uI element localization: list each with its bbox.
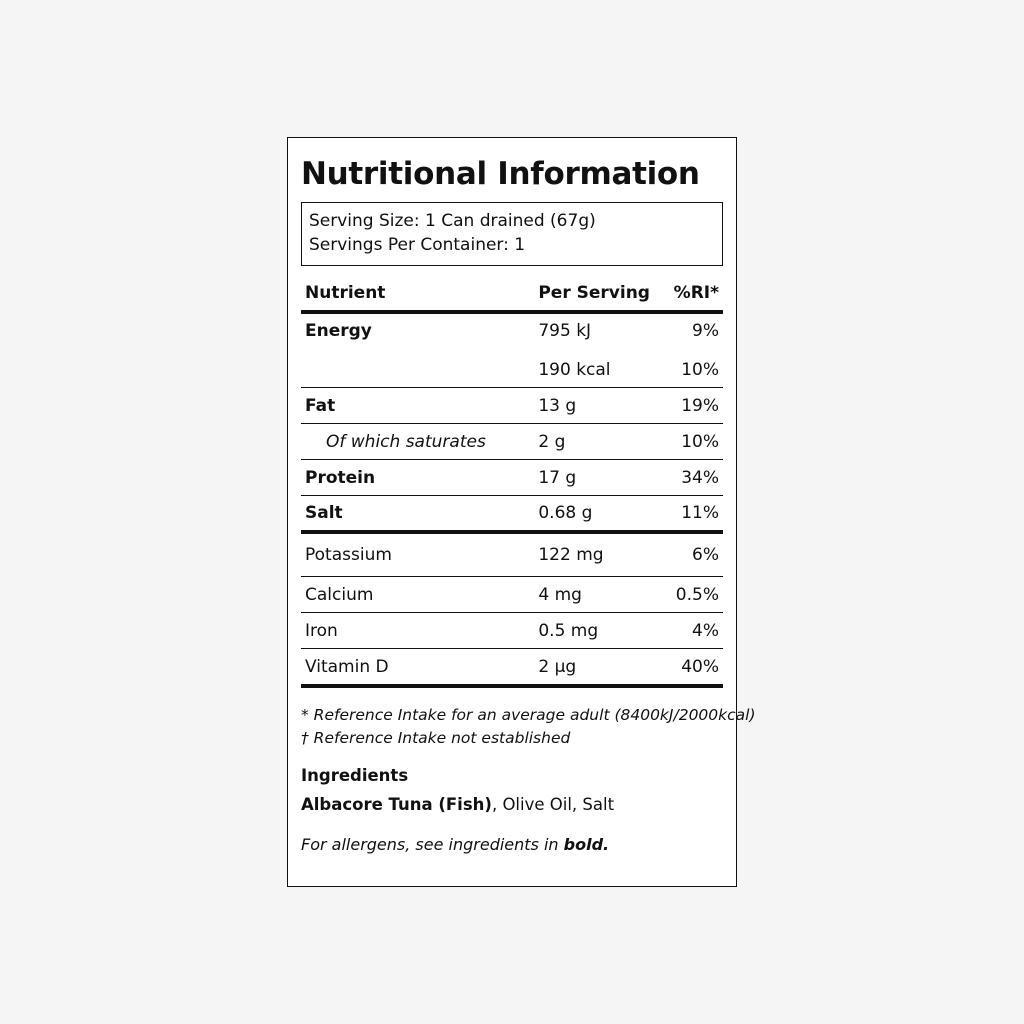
nutrient-name: Protein (301, 460, 534, 496)
allergen-ingredient: Albacore Tuna (Fish) (301, 795, 492, 814)
table-row (301, 352, 723, 388)
nutrient-name: Calcium (301, 577, 534, 613)
serving-size: Serving Size: 1 Can drained (67g) (309, 211, 596, 231)
nutrition-label (287, 137, 756, 887)
table-row (301, 460, 723, 496)
ingredients-list (301, 795, 614, 814)
ri-value: 6% (670, 532, 723, 577)
ri-value: 9% (692, 321, 719, 341)
allergen-note-text: For allergens, see ingredients in (301, 835, 564, 854)
table-row (301, 577, 723, 613)
ri-value: 4% (670, 613, 723, 649)
per-serving-value: 2 g (534, 424, 669, 460)
ri-value: 0.5% (670, 577, 723, 613)
nutrient-name: Potassium (301, 532, 534, 577)
header-per-serving: Per Serving (534, 276, 669, 312)
per-serving-value: 190 kcal (534, 352, 669, 388)
ri-value: 10% (670, 424, 723, 460)
per-serving-value: 795 kJ (538, 321, 592, 341)
allergen-note-bold: bold. (563, 835, 610, 854)
table-row (301, 613, 723, 649)
table-row (301, 649, 723, 687)
table-row (301, 532, 723, 577)
table-row (301, 424, 723, 460)
nutrient-name: Energy (305, 321, 372, 341)
per-serving-value: 0.5 mg (534, 613, 669, 649)
nutrient-name (301, 352, 534, 388)
ri-value: 19% (670, 388, 723, 424)
header-ri: %RI* (670, 276, 723, 312)
nutrition-table (301, 276, 723, 688)
ri-value: 40% (670, 649, 723, 687)
header-nutrient: Nutrient (301, 276, 534, 312)
footnotes (301, 704, 756, 750)
per-serving-value: 17 g (534, 460, 669, 496)
per-serving-value: 122 mg (534, 532, 669, 577)
per-serving-value: 2 µg (534, 649, 669, 687)
per-serving-value: 4 mg (534, 577, 669, 613)
allergen-note (301, 835, 609, 854)
footnote-not-established: † Reference Intake not established (301, 729, 571, 747)
ri-value: 10% (670, 352, 723, 388)
serving-info-box (301, 202, 723, 266)
nutrient-name: Salt (301, 496, 534, 533)
per-serving-value: 13 g (534, 388, 669, 424)
table-row (301, 312, 723, 352)
table-row (301, 388, 723, 424)
other-ingredients: , Olive Oil, Salt (491, 795, 615, 814)
footnote-ri: * Reference Intake for an average adult (8400kJ/2000kcal) (301, 706, 756, 724)
nutrient-name: Vitamin D (301, 649, 534, 687)
ri-value: 11% (670, 496, 723, 533)
nutrient-name: Iron (301, 613, 534, 649)
ingredients-heading: Ingredients (301, 766, 409, 785)
nutrient-name: Of which saturates (301, 424, 534, 460)
label-title: Nutritional Information (301, 156, 700, 192)
servings-per-container: Servings Per Container: 1 (309, 235, 526, 255)
ri-value: 34% (670, 460, 723, 496)
per-serving-value: 0.68 g (534, 496, 669, 533)
table-header-row (301, 276, 723, 312)
table-row (301, 496, 723, 533)
nutrient-name: Fat (301, 388, 534, 424)
